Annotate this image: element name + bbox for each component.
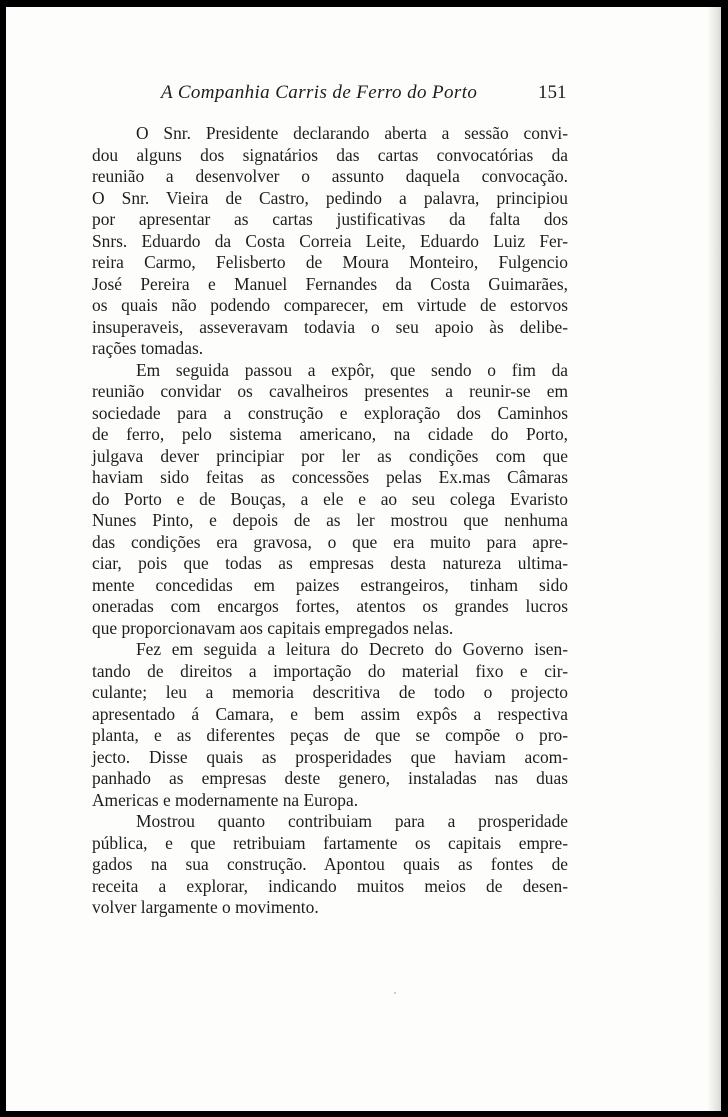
paragraph-2 [92,360,568,640]
text-line: Fez em seguida a leitura do Decreto do Governo isen- [136,639,568,659]
text-line: gados na sua construção. Apontou quais as fontes de [92,854,568,874]
text-line: mente concedidas em paizes estrangeiros, tinham sido [92,574,568,595]
paragraph-1 [92,123,568,360]
text-line: Americas e modernamente na Europa. [92,789,359,810]
text-line: insuperaveis, asseveravam todavia o seu apoio às delibe- [92,316,568,337]
text-line: reira Carmo, Felisberto de Moura Monteiro, Fulgencio [92,252,568,272]
text-line: Nunes Pinto, e depois de as ler mostrou que nenhuma [92,510,568,530]
text-line: ciar, pois que todas as empresas desta natureza ultima- [92,553,568,573]
text-line: pública, e que retribuiam fartamente os capitais empre- [92,832,568,853]
text-line: sociedade para a construção e exploração dos Caminhos [92,402,568,423]
text-line: culante; leu a memoria descritiva de todo o projecto [92,682,568,702]
text-line: José Pereira e Manuel Fernandes da Costa Guimarães, [92,273,568,294]
text-line: dou alguns dos signatários das cartas convocatórias da [92,144,568,165]
text-line: Snrs. Eduardo da Costa Correia Leite, Eduardo Luiz Fer- [92,230,568,251]
text-line: O Snr. Presidente declarando aberta a sessão convi- [136,123,568,143]
text-line: apresentado á Camara, e bem assim expôs a respectiva [92,703,568,724]
text-line: panhado as empresas deste genero, instaladas nas duas [92,768,568,788]
paragraph-4 [92,811,568,919]
text-line: jecto. Disse quais as prosperidades que haviam acom- [92,746,568,767]
text-line: reunião convidar os cavalheiros presentes a reunir-se em [92,381,568,401]
page-edge-shadow [707,7,721,1111]
text-line: haviam sido feitas as concessões pelas Ex.mas Câmaras [92,467,568,487]
text-line: que proporcionavam aos capitais empregados nelas. [92,617,454,638]
text-line: os quais não podendo comparecer, em virtude de estorvos [92,295,568,315]
text-line: Mostrou quanto contribuiam para a prosperidade [136,811,568,831]
text-line: O Snr. Vieira de Castro, pedindo a palavra, principiou [92,187,568,208]
text-line: das condições era gravosa, o que era muito para apre- [92,531,568,552]
text-line: por apresentar as cartas justificativas da falta dos [92,209,568,229]
running-title: A Companhia Carris de Ferro do Porto [161,82,478,103]
text-line: planta, e as diferentes peças de que se compõe o pro- [92,725,568,745]
paragraph-3 [92,639,568,811]
book-page [6,7,721,1111]
text-line: tando de direitos a importação do material fixo e cir- [92,660,568,681]
text-line: oneradas com encargos fortes, atentos os grandes lucros [92,596,568,616]
text-line: volver largamente o movimento. [92,897,319,917]
text-line: do Porto e de Bouças, a ele e ao seu colega Evaristo [92,488,568,509]
body-text [92,123,568,919]
page-number: 151 [538,82,567,103]
text-line: rações tomadas. [92,338,204,358]
text-line: Em seguida passou a expôr, que sendo o fim da [136,359,568,380]
text-line: receita a explorar, indicando muitos meios de desen- [92,875,568,896]
text-line: julgava dever principiar por ler as condições com que [92,445,568,466]
text-line: de ferro, pelo sistema americano, na cidade do Porto, [92,424,568,444]
paper-speck [394,992,396,994]
running-head [6,82,721,112]
text-line: reunião a desenvolver o assunto daquela convocação. [92,166,568,186]
